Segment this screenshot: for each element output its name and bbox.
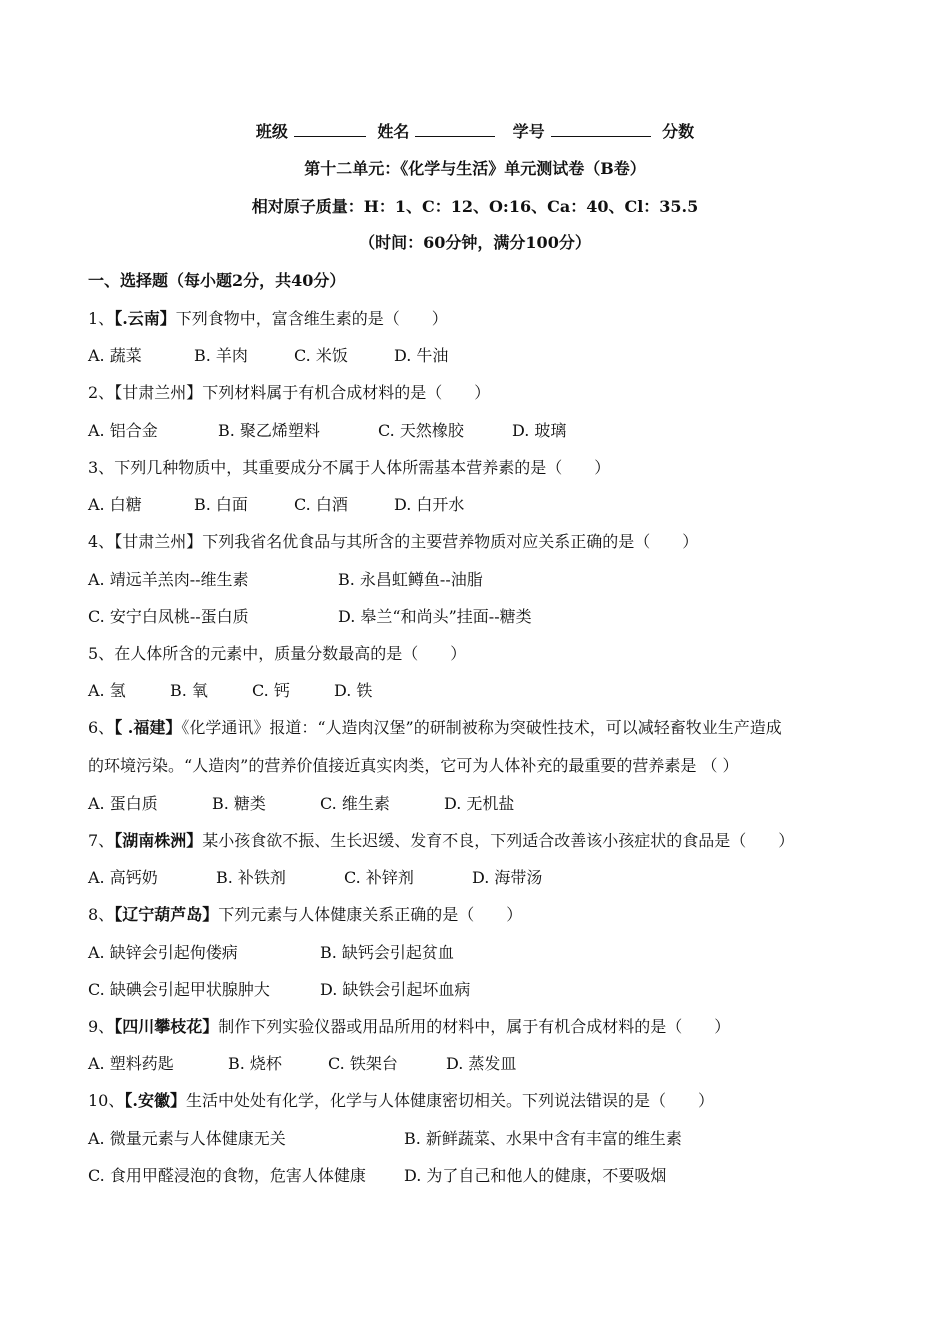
question-source: 【 .福建】 <box>114 718 182 737</box>
question-5 <box>88 641 466 664</box>
question-number: 4、 <box>88 532 115 551</box>
id-label: 学号 <box>512 122 545 141</box>
question-text: 制作下列实验仪器或用品所用的材料中，属于有机合成材料的是（ ） <box>218 1017 731 1036</box>
time-info: （时间：60分钟，满分100分） <box>359 233 591 252</box>
question-number: 6、 <box>88 718 115 737</box>
question-source: 【湖南株洲】 <box>114 831 203 850</box>
option-b[interactable]: B. 新鲜蔬菜、水果中含有丰富的维生素 <box>404 1129 682 1148</box>
option-d[interactable]: D. 皋兰“和尚头”挂面--糖类 <box>338 607 532 626</box>
option-a[interactable]: A. 微量元素与人体健康无关 <box>88 1129 286 1148</box>
question-10 <box>88 1088 714 1111</box>
class-blank <box>294 122 366 137</box>
atomic-mass-line: 相对原子质量：H：1、C：12、O:16、Ca：40、Cl：35.5 <box>251 197 699 216</box>
question-number: 7、 <box>88 831 115 850</box>
name-label: 姓名 <box>377 122 410 141</box>
option-a[interactable]: A. 白糖 <box>88 495 142 514</box>
option-a[interactable]: A. 氢 <box>88 681 126 700</box>
option-a[interactable]: A. 蔬菜 <box>88 346 142 365</box>
question-text: 某小孩食欲不振、生长迟缓、发育不良，下列适合改善该小孩症状的食品是（ ） <box>202 831 795 850</box>
class-label: 班级 <box>255 122 288 141</box>
option-c[interactable]: C. 维生素 <box>320 794 390 813</box>
option-c[interactable]: C. 食用甲醛浸泡的食物，危害人体健康 <box>88 1166 366 1185</box>
question-text: 下列食物中，富含维生素的是（ ） <box>175 309 448 328</box>
option-c[interactable]: C. 米饭 <box>294 346 348 365</box>
option-b[interactable]: B. 聚乙烯塑料 <box>218 421 320 440</box>
question-text: 在人体所含的元素中，质量分数最高的是（ ） <box>114 644 467 663</box>
option-d[interactable]: D. 缺铁会引起坏血病 <box>320 980 471 999</box>
option-a[interactable]: A. 靖远羊羔肉--维生素 <box>88 570 249 589</box>
question-2 <box>88 380 490 403</box>
option-d[interactable]: D. 玻璃 <box>512 421 567 440</box>
option-a[interactable]: A. 塑料药匙 <box>88 1054 174 1073</box>
option-c[interactable]: C. 铁架台 <box>328 1054 398 1073</box>
option-c[interactable]: C. 白酒 <box>294 495 348 514</box>
option-a[interactable]: A. 高钙奶 <box>88 868 158 887</box>
question-number: 8、 <box>88 905 115 924</box>
question-1 <box>88 306 448 329</box>
option-c[interactable]: C. 补锌剂 <box>344 868 414 887</box>
score-label: 分数 <box>662 122 695 141</box>
question-text: 【甘肃兰州】下列我省名优食品与其所含的主要营养物质对应关系正确的是（ ） <box>114 532 699 551</box>
exam-title: 第十二单元：《化学与生活》单元测试卷（B卷） <box>304 159 646 178</box>
name-blank <box>415 122 495 137</box>
option-b[interactable]: B. 缺钙会引起贫血 <box>320 943 454 962</box>
question-text: 《化学通讯》报道：“人造肉汉堡”的研制被称为突破性技术，可以减轻畜牧业生产造成 <box>181 718 782 737</box>
option-b[interactable]: B. 补铁剂 <box>216 868 286 887</box>
question-number: 9、 <box>88 1017 115 1036</box>
question-6 <box>88 715 782 738</box>
option-d[interactable]: D. 无机盐 <box>444 794 515 813</box>
student-info-line <box>0 119 950 142</box>
question-number: 1、 <box>88 309 115 328</box>
question-number: 3、 <box>88 458 115 477</box>
option-b[interactable]: B. 糖类 <box>212 794 266 813</box>
option-d[interactable]: D. 蒸发皿 <box>446 1054 517 1073</box>
question-source: 【.云南】 <box>114 309 176 328</box>
option-a[interactable]: A. 蛋白质 <box>88 794 158 813</box>
option-b[interactable]: B. 氧 <box>170 681 208 700</box>
question-7 <box>88 828 794 851</box>
question-text: 生活中处处有化学，化学与人体健康密切相关。下列说法错误的是（ ） <box>185 1091 714 1110</box>
question-source: 【辽宁葫芦岛】 <box>114 905 219 924</box>
question-source: 【.安徽】 <box>124 1091 186 1110</box>
option-a[interactable]: A. 铝合金 <box>88 421 158 440</box>
question-text: 【甘肃兰州】下列材料属于有机合成材料的是（ ） <box>114 383 491 402</box>
option-d[interactable]: D. 海带汤 <box>472 868 543 887</box>
question-source: 【四川攀枝花】 <box>114 1017 219 1036</box>
option-d[interactable]: D. 铁 <box>334 681 373 700</box>
option-a[interactable]: A. 缺锌会引起佝偻病 <box>88 943 238 962</box>
section-title: 一、选择题（每小题2分，共40分） <box>88 271 346 290</box>
option-c[interactable]: C. 缺碘会引起甲状腺肿大 <box>88 980 270 999</box>
question-9 <box>88 1014 730 1037</box>
question-number: 5、 <box>88 644 115 663</box>
option-c[interactable]: C. 天然橡胶 <box>378 421 464 440</box>
question-number: 10、 <box>88 1091 125 1110</box>
question-6-continued: 的环境污染。“人造肉”的营养价值接近真实肉类，它可为人体补充的最重要的营养素是 （ ） <box>88 756 739 775</box>
option-b[interactable]: B. 烧杯 <box>228 1054 282 1073</box>
option-d[interactable]: D. 为了自己和他人的健康，不要吸烟 <box>404 1166 667 1185</box>
option-b[interactable]: B. 羊肉 <box>194 346 248 365</box>
question-3 <box>88 455 610 478</box>
option-c[interactable]: C. 安宁白凤桃--蛋白质 <box>88 607 249 626</box>
id-blank <box>551 122 651 137</box>
option-b[interactable]: B. 白面 <box>194 495 248 514</box>
option-c[interactable]: C. 钙 <box>252 681 290 700</box>
option-d[interactable]: D. 白开水 <box>394 495 465 514</box>
option-b[interactable]: B. 永昌虹鳟鱼--油脂 <box>338 570 483 589</box>
option-d[interactable]: D. 牛油 <box>394 346 449 365</box>
question-8 <box>88 902 522 925</box>
question-number: 2、 <box>88 383 115 402</box>
question-text: 下列几种物质中，其重要成分不属于人体所需基本营养素的是（ ） <box>114 458 611 477</box>
question-text: 下列元素与人体健康关系正确的是（ ） <box>218 905 523 924</box>
question-4 <box>88 529 698 552</box>
